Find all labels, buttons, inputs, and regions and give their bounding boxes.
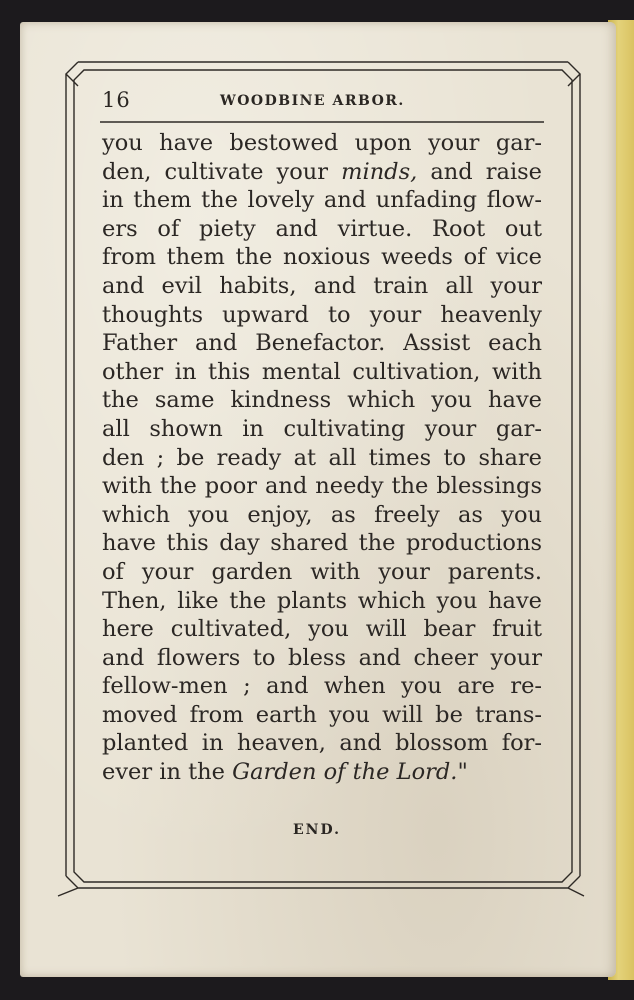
text-line [102,158,542,187]
body-text [102,129,542,787]
text-line: with the poor and needy the blessings [102,473,542,500]
text-fragment: den, cultivate your [102,158,342,185]
text-line: thoughts upward to your heavenly [102,301,542,328]
text-fragment: and raise [417,158,542,185]
text-line: moved from earth you will be trans- [102,701,542,728]
text-line: other in this mental cultivation, with [102,358,542,385]
text-line: the same kindness which you have [102,387,542,414]
page-header [102,88,542,118]
text-line: ers of piety and virtue. Root out [102,215,542,242]
text-line: den ; be ready at all times to share [102,444,542,471]
emphasis-garden-of-the-lord: Garden of the Lord. [232,759,458,786]
text-line [102,758,542,787]
running-head: WOODBINE ARBOR. [220,93,405,109]
text-line: and evil habits, and train all your [102,272,542,299]
text-line: in them the lovely and unfading flow- [102,187,542,214]
text-line: of your garden with your parents. [102,558,542,585]
text-line: from them the noxious weeds of vice [102,244,542,271]
text-line: you have bestowed upon your gar- [102,130,542,156]
text-line: here cultivated, you will bear fruit [102,616,542,643]
text-line: have this day shared the productions [102,530,542,557]
text-line: planted in heaven, and blossom for- [102,730,542,757]
text-line: Father and Benefactor. Assist each [102,330,542,357]
text-line: all shown in cultivating your gar- [102,415,542,442]
text-fragment: ever in the [102,759,233,786]
text-line: Then, like the plants which you have [102,587,542,614]
page-number: 16 [102,88,131,112]
end-mark: END. [293,822,341,838]
text-line: and flowers to bless and cheer your [102,644,542,671]
text-line: fellow-men ; and when you are re- [102,673,542,700]
closing-quote: " [457,759,468,786]
emphasis-minds: minds, [341,158,418,185]
text-line: which you enjoy, as freely as you [102,501,542,528]
